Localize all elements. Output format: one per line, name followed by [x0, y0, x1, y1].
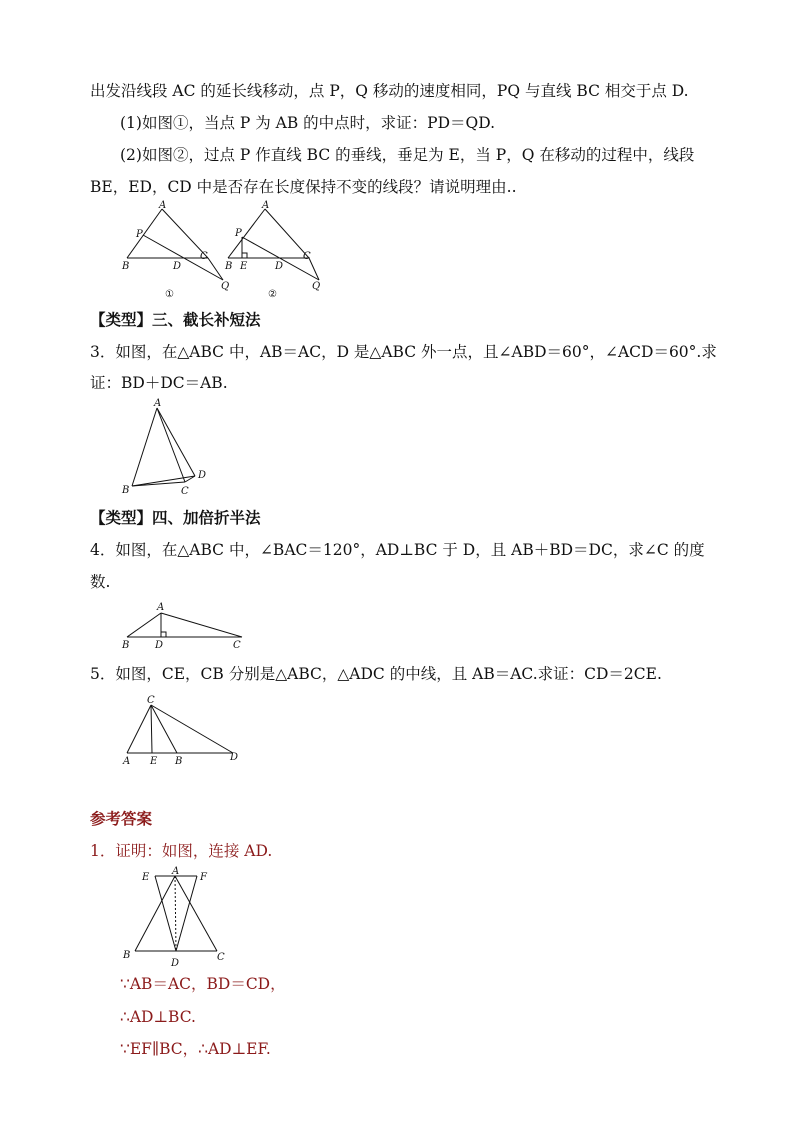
- ans-label-F: F: [200, 872, 207, 883]
- fig5-label-C: C: [147, 695, 155, 706]
- fig1-caption: ①: [165, 289, 174, 300]
- problem-part-1: (1)如图①，当点 P 为 AB 的中点时，求证：PD＝QD.: [120, 114, 496, 132]
- fig2-label-Q: Q: [312, 281, 321, 292]
- fig5-label-E: E: [150, 756, 158, 767]
- fig2-label-C: C: [303, 251, 311, 262]
- fig2-caption: ②: [268, 289, 277, 300]
- answer-step-3: ∵EF∥BC，∴AD⊥EF.: [120, 1040, 271, 1058]
- answer-step-1: ∵AB＝AC，BD＝CD，: [120, 975, 286, 993]
- section-3-heading: 【类型】三、截长补短法: [90, 310, 261, 329]
- ans-label-B: B: [123, 950, 131, 961]
- fig3-label-B: B: [122, 485, 130, 496]
- fig4-label-A: A: [157, 602, 165, 613]
- question-4-line-2: 数.: [90, 573, 111, 591]
- fig2-label-B: B: [225, 261, 233, 272]
- fig3-label-C: C: [181, 486, 189, 497]
- fig5-label-B: B: [175, 756, 183, 767]
- fig4-label-C: C: [233, 640, 241, 651]
- fig2-label-A: A: [262, 200, 270, 211]
- fig2-label-D: D: [275, 261, 284, 272]
- problem-text-line-1: 出发沿线段 AC 的延长线移动，点 P，Q 移动的速度相同，PQ 与直线 BC 相交于点 D.: [90, 82, 689, 100]
- fig1-label-Q: Q: [221, 281, 230, 292]
- ans-label-D: D: [171, 958, 180, 969]
- fig3-label-D: D: [198, 470, 207, 481]
- fig4-label-B: B: [122, 640, 130, 651]
- fig5-label-D: D: [230, 752, 239, 763]
- fig4-label-D: D: [155, 640, 164, 651]
- fig1-label-P: P: [136, 229, 143, 240]
- figure-3: [115, 396, 215, 498]
- fig5-label-A: A: [123, 756, 131, 767]
- problem-part-2: (2)如图②，过点 P 作直线 BC 的垂线，垂足为 E，当 P，Q 在移动的过程中，线段: [120, 146, 695, 164]
- section-4-heading: 【类型】四、加倍折半法: [90, 508, 261, 527]
- question-3-line-2: 证：BD＋DC＝AB.: [90, 374, 228, 392]
- fig1-label-B: B: [122, 261, 130, 272]
- fig2-label-P: P: [235, 228, 242, 239]
- fig1-label-A: A: [159, 200, 167, 211]
- figure-1-2: [115, 200, 330, 302]
- fig1-label-C: C: [200, 251, 208, 262]
- fig3-label-A: A: [154, 398, 162, 409]
- question-4-line-1: 4．如图，在△ABC 中，∠BAC＝120°，AD⊥BC 于 D，且 AB＋BD＝DC，求∠C 的度: [90, 541, 705, 559]
- fig1-label-D: D: [173, 261, 182, 272]
- figure-4: [115, 596, 255, 656]
- ans-label-A: A: [172, 866, 180, 877]
- problem-part-2-cont: BE，ED，CD 中是否存在长度保持不变的线段？请说明理由..: [90, 178, 517, 196]
- figure-5: [115, 692, 250, 767]
- answers-heading: 参考答案: [90, 809, 153, 828]
- ans-label-C: C: [217, 952, 225, 963]
- question-3-line-1: 3．如图，在△ABC 中，AB＝AC，D 是△ABC 外一点，且∠ABD＝60°，∠ACD＝60°.求: [90, 343, 717, 361]
- answer-figure: [115, 862, 235, 972]
- answer-1-intro: 1．证明：如图，连接 AD.: [90, 842, 273, 860]
- question-5-line-1: 5．如图，CE，CB 分别是△ABC，△ADC 的中线，且 AB＝AC.求证：CD＝2CE.: [90, 665, 662, 683]
- answer-step-2: ∴AD⊥BC.: [120, 1008, 196, 1026]
- fig2-label-E: E: [240, 261, 248, 272]
- ans-label-E: E: [142, 872, 150, 883]
